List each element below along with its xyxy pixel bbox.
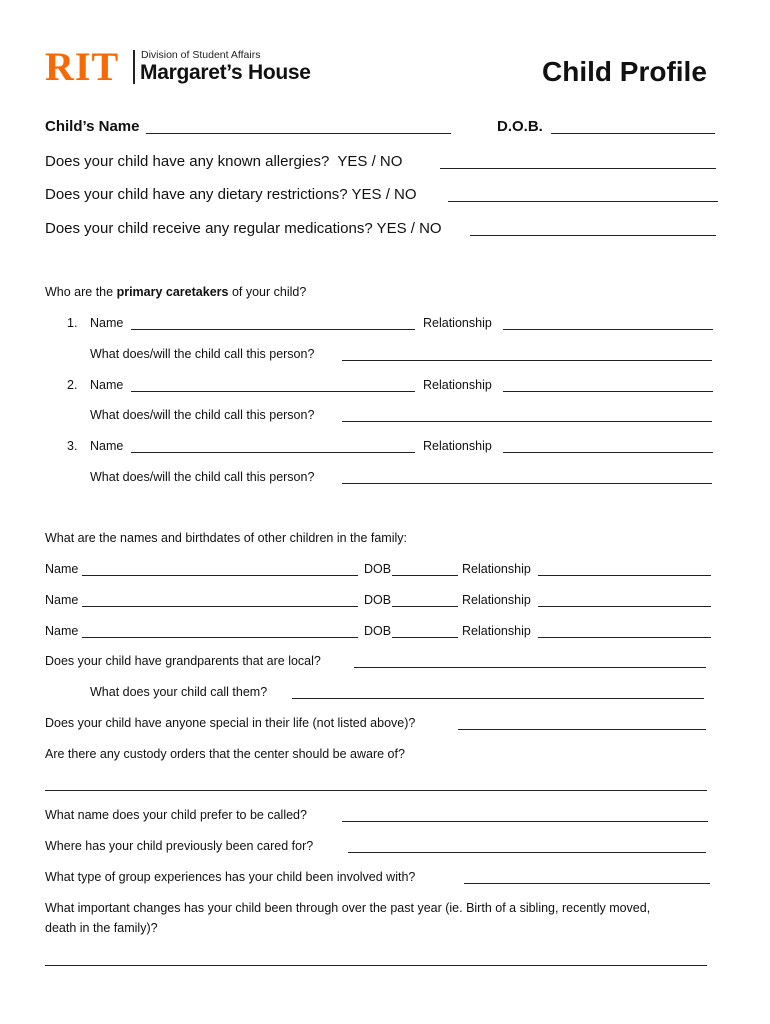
sibling-1-dob-field[interactable] [392,575,458,576]
sibling-2-name-field[interactable] [82,606,358,607]
preferred-name-question: What name does your child prefer to be called? [45,808,307,822]
custody-field[interactable] [45,790,707,791]
medications-field[interactable] [470,235,716,236]
special-person-question: Does your child have anyone special in their life (not listed above)? [45,716,416,730]
siblings-question: What are the names and birthdates of other children in the family: [45,531,407,545]
child-name-label: Child’s Name [45,118,140,135]
previous-care-question: Where has your child previously been cared for? [45,839,314,853]
caretaker-3-relationship-label: Relationship [423,439,492,453]
dietary-field[interactable] [448,201,718,202]
sibling-3-dob-label: DOB [364,624,392,638]
grandparents-call-question: What does your child call them? [90,685,268,699]
caretaker-3-name-label: Name [90,439,124,453]
caretaker-1-relationship-label: Relationship [423,316,492,330]
caretaker-3-call-field[interactable] [342,483,712,484]
caretaker-2-call-field[interactable] [342,421,712,422]
custody-question: Are there any custody orders that the center should be aware of? [45,747,405,761]
division-label: Division of Student Affairs [141,49,261,61]
sibling-1-name-field[interactable] [82,575,358,576]
caretaker-3-relationship-field[interactable] [503,452,713,453]
caretaker-1-relationship-field[interactable] [503,329,713,330]
caretaker-1-call-label: What does/will the child call this person? [90,347,315,361]
sibling-1-name-label: Name [45,562,79,576]
changes-field[interactable] [45,965,707,966]
caretaker-2-relationship-field[interactable] [503,391,713,392]
sibling-3-name-label: Name [45,624,79,638]
caretaker-1-name-field[interactable] [131,329,415,330]
sibling-3-relationship-field[interactable] [538,637,711,638]
changes-question-line-1: What important changes has your child been through over the past year (ie. Birth of a sibling, recently moved, [45,901,651,915]
caretaker-1-number: 1. [67,316,78,330]
caretaker-2-relationship-label: Relationship [423,378,492,392]
caretaker-3-number: 3. [67,439,78,453]
preferred-name-field[interactable] [342,821,708,822]
house-name: Margaret’s House [140,61,311,84]
grandparents-field[interactable] [354,667,706,668]
page-title: Child Profile [542,56,707,87]
caretaker-2-call-label: What does/will the child call this person? [90,408,315,422]
changes-question-line-2: death in the family)? [45,921,158,935]
grandparents-question: Does your child have grandparents that are local? [45,654,321,668]
group-experiences-field[interactable] [464,883,710,884]
allergies-field[interactable] [440,168,716,169]
sibling-2-dob-field[interactable] [392,606,458,607]
sibling-2-dob-label: DOB [364,593,392,607]
caretaker-1-call-field[interactable] [342,360,712,361]
rit-logo: RIT [45,44,120,89]
previous-care-field[interactable] [348,852,706,853]
caretaker-3-call-label: What does/will the child call this person? [90,470,315,484]
dietary-question: Does your child have any dietary restrictions? YES / NO [45,186,417,203]
special-person-field[interactable] [458,729,706,730]
sibling-2-relationship-field[interactable] [538,606,711,607]
caretaker-2-name-label: Name [90,378,124,392]
caretaker-1-name-label: Name [90,316,124,330]
sibling-3-name-field[interactable] [82,637,358,638]
caretakers-question: Who are the primary caretakers of your child? [45,285,307,299]
allergies-question: Does your child have any known allergies? YES / NO [45,153,403,170]
caretaker-3-name-field[interactable] [131,452,415,453]
caretaker-2-number: 2. [67,378,78,392]
group-experiences-question: What type of group experiences has your child been involved with? [45,870,416,884]
sibling-3-relationship-label: Relationship [462,624,531,638]
dob-field[interactable] [551,133,715,134]
sibling-2-relationship-label: Relationship [462,593,531,607]
grandparents-call-field[interactable] [292,698,704,699]
dob-label: D.O.B. [497,118,543,135]
sibling-3-dob-field[interactable] [392,637,458,638]
medications-question: Does your child receive any regular medications? YES / NO [45,220,442,237]
sibling-1-relationship-field[interactable] [538,575,711,576]
sibling-2-name-label: Name [45,593,79,607]
sibling-1-relationship-label: Relationship [462,562,531,576]
sibling-1-dob-label: DOB [364,562,392,576]
logo-divider [133,50,135,84]
caretaker-2-name-field[interactable] [131,391,415,392]
child-name-field[interactable] [146,133,451,134]
